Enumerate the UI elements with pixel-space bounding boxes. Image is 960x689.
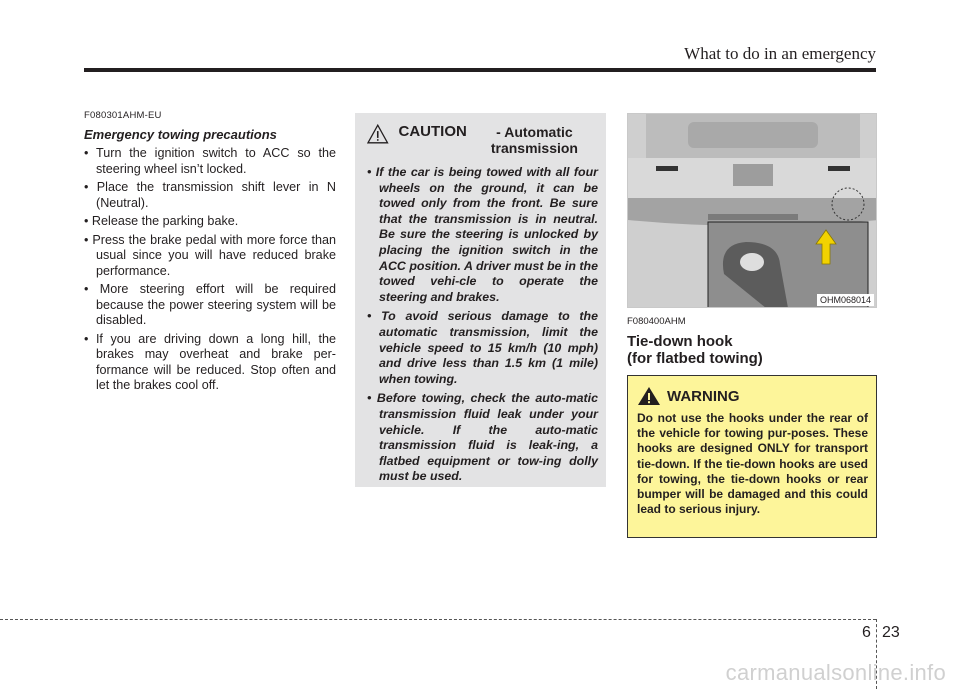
warning-box [627,375,877,538]
caution-box [355,113,606,487]
list-item: • Release the parking bake. [84,214,336,230]
vehicle-rear-illustration [628,114,877,308]
warning-label: WARNING [667,387,740,405]
left-column [84,110,336,397]
heading-line: (for flatbed towing) [627,350,763,367]
caution-header [367,123,598,156]
list-item: • If you are driving down a long hill, the brakes may overheat and brake per-formance will be reduced. Stop often and let the brakes cool off. [84,332,336,394]
warning-header [637,386,868,406]
list-item: • More steering effort will be required because the power steering system will be disabled. [84,282,336,329]
warning-text: Do not use the hooks under the rear of the vehicle for towing pur-poses. These hooks are designed ONLY for transport tie-down. If the tie-down hooks are used for towing, the tie-down hooks or rear bumper will be damaged and this could lead to serious injury. [637,411,868,517]
section-subheading: Emergency towing precautions [84,127,277,142]
list-item: • Press the brake pedal with more force than usual since you will have reduced brake performance. [84,233,336,280]
section-code: F080301AHM-EU [84,110,162,121]
warning-triangle-icon [367,124,389,144]
header-rule [84,68,876,72]
section-heading [627,333,877,367]
section-code: F080400AHM [627,316,686,327]
caution-list [367,165,598,485]
chapter-number: 6 [862,624,871,641]
towing-precautions-list [84,146,336,394]
rear-bumper-photo [627,113,877,308]
list-item: • To avoid serious damage to the automatic transmission, limit the vehicle speed to 15 km/h (10 mph) and drive less than 1.5 km (1 mile) when towing. [367,309,598,387]
list-item: • Turn the ignition switch to ACC so the steering wheel isn’t locked. [84,146,336,177]
page-number: 23 [882,624,900,641]
list-item: • Place the transmission shift lever in N (Neutral). [84,180,336,211]
caution-subtitle: - Automatic transmission [490,124,578,156]
footer-rule [0,619,876,620]
list-item: • Before towing, check the auto-matic transmission fluid leak under your vehicle. If the auto-matic transmission fluid is leak-ing, a flatbed equipment or tow-ing dolly must be used. [367,391,598,485]
watermark: carmanualsonline.info [725,660,946,685]
figure-code: OHM068014 [817,294,874,306]
heading-line: Tie-down hook [627,333,733,350]
page-header-title: What to do in an emergency [684,44,876,63]
warning-triangle-icon [637,386,661,406]
list-item: • If the car is being towed with all four wheels on the ground, it can be towed only from the front. Be sure that the transmission is in neutral. Be sure the steering is unlocked by placing the ignition switch in the ACC position. A driver must be in the towed vehi-cle to operate the steering and brakes. [367,165,598,305]
caution-label: CAUTION [398,123,467,140]
right-column [627,316,877,367]
